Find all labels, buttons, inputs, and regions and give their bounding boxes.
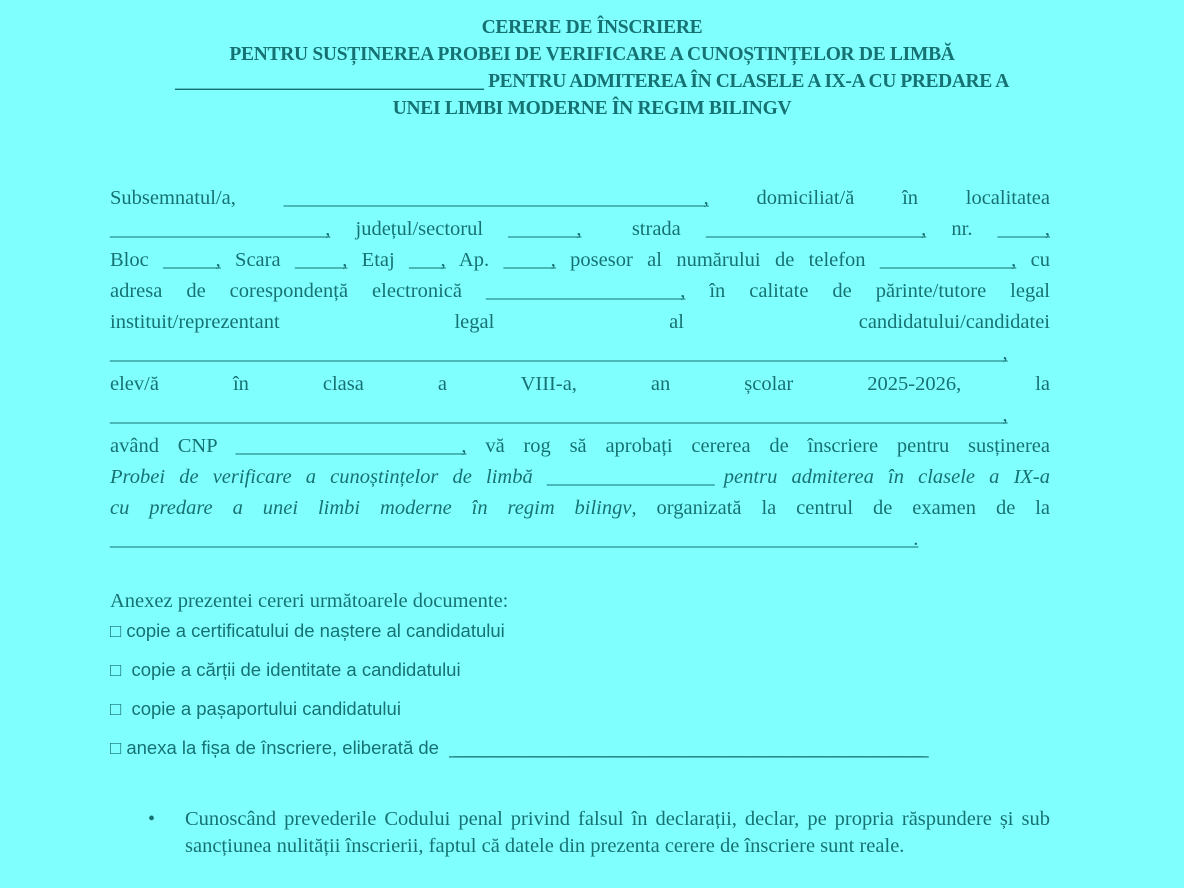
bullet-icon: • (148, 808, 156, 830)
paragraph-line (110, 338, 1050, 369)
fill-in-blank[interactable]: _________________________ (879, 249, 1012, 271)
request-paragraph (110, 183, 1050, 555)
fill-in-blank[interactable]: _____________________________________ (485, 280, 681, 302)
text: , organizată la centrul de examen de la (631, 497, 1051, 519)
fill-in-blank[interactable]: _______________________________________________________________________________________________ (449, 737, 924, 758)
annex-item (110, 656, 1050, 695)
text: adresa de corespondență electronică (110, 280, 486, 302)
text: , nr. (921, 218, 998, 240)
text: , Etaj (342, 249, 410, 271)
fill-in-blank[interactable]: _________ (294, 249, 343, 271)
annex-item (110, 734, 1050, 773)
text: , posesor al numărului de telefon (550, 249, 880, 271)
fill-in-blank[interactable]: __________________________________________________________________________________________________________________________________________________________________________ (110, 404, 1003, 426)
fill-in-blank[interactable]: ______ (409, 249, 441, 271)
fill-in-blank[interactable]: ___________________________________________ (235, 435, 462, 457)
text (710, 466, 724, 488)
fill-in-blank[interactable]: _________ (997, 218, 1045, 240)
text: Subsemnatul/a, (110, 187, 236, 209)
text: , cu (1011, 249, 1051, 271)
annex-section (110, 586, 1050, 773)
italic-text: pentru admiterea în clasele a IX-a (723, 466, 1050, 488)
text: , (1002, 404, 1008, 426)
text: elev/ă în clasa a VIII-a, an școlar 2025-2026, la (110, 373, 1050, 395)
fill-in-blank[interactable]: _________ (503, 249, 551, 271)
declaration-item (148, 806, 1050, 860)
text: , vă rog să aprobați cererea de înscriere pentru susținerea (461, 435, 1050, 457)
paragraph-line (110, 524, 1050, 555)
checkbox-icon[interactable]: □ (110, 620, 122, 641)
annex-heading: Anexez prezentei cereri următoarele documente: (110, 590, 509, 612)
checkbox-icon[interactable]: □ (110, 659, 122, 680)
text: , Scara (215, 249, 295, 271)
text: domiciliat/ă în localitatea (708, 187, 1050, 209)
text: , în calitate de părinte/tutore legal (680, 280, 1050, 302)
fill-in-blank[interactable]: __________ (163, 249, 216, 271)
annex-item-label: copie a certificatului de naștere al candidatului (121, 620, 505, 641)
fill-in-blank[interactable]: __________________________________________________________________________________________________________________________________________________________________________ (110, 342, 1003, 364)
fill-in-blank[interactable]: _____________ (508, 218, 577, 240)
paragraph-line (110, 276, 1050, 307)
document-title (0, 14, 1184, 122)
checkbox-icon[interactable]: □ (110, 698, 122, 719)
annex-item-label: copie a cărții de identitate a candidatului (121, 659, 461, 680)
title-line: _________________________________ PENTRU ADMITEREA ÎN CLASELE A IX-A CU PREDARE A (175, 71, 1009, 92)
annex-item-label: copie a pașaportului candidatului (121, 698, 401, 719)
paragraph-line (110, 462, 1050, 493)
annex-item (110, 695, 1050, 734)
text: instituit/reprezentant legal al candidatului/candidatei (110, 311, 1050, 333)
italic-text: cu predare a unei limbi moderne în regim bilingv (110, 497, 632, 519)
text: , (1044, 218, 1050, 240)
paragraph-line (110, 493, 1050, 524)
title-line: UNEI LIMBI MODERNE ÎN REGIM BILINGV (392, 98, 792, 119)
text: având CNP (110, 435, 236, 457)
paragraph-line (110, 369, 1050, 400)
text: , (703, 187, 709, 209)
text: , (1002, 342, 1008, 364)
text: . (913, 528, 919, 550)
fill-in-blank[interactable]: _________________________________________ (110, 218, 326, 240)
paragraph-line (110, 214, 1050, 245)
text: , județul/sectorul (325, 218, 509, 240)
title-line: CERERE DE ÎNSCRIERE (481, 17, 703, 38)
text: Bloc (110, 249, 164, 271)
fill-in-blank[interactable]: ________________________________________________________________________________ (283, 187, 704, 209)
paragraph-line (110, 183, 1050, 214)
declaration-text: Cunoscând prevederile Codului penal privind falsul în declarații, declar, pe propria răspundere și sub sancțiunea nulității înscrierii, faptul că datele din prezenta cerere de înscriere sunt reale. (185, 808, 1050, 857)
fill-in-blank[interactable]: _______________________________ (546, 466, 710, 488)
paragraph-line (110, 245, 1050, 276)
fill-in-blank[interactable]: _________________________________________ (705, 218, 922, 240)
italic-text: Probei de verificare a cunoștințelor de limbă (110, 466, 533, 488)
paragraph-line (110, 307, 1050, 338)
checkbox-icon[interactable]: □ (110, 737, 122, 758)
text (533, 466, 547, 488)
annex-item (110, 617, 1050, 656)
text: , strada (576, 218, 706, 240)
annex-item-label: anexa la fișa de înscriere, eliberată de (121, 737, 450, 758)
fill-in-blank[interactable]: _________________________________________________________________________________________________________________________________________________________ (110, 528, 914, 550)
paragraph-line (110, 431, 1050, 462)
paragraph-line (110, 400, 1050, 431)
title-line: PENTRU SUSȚINEREA PROBEI DE VERIFICARE A CUNOȘTINȚELOR DE LIMBĂ (229, 44, 955, 65)
text: , Ap. (440, 249, 504, 271)
text (236, 187, 284, 209)
